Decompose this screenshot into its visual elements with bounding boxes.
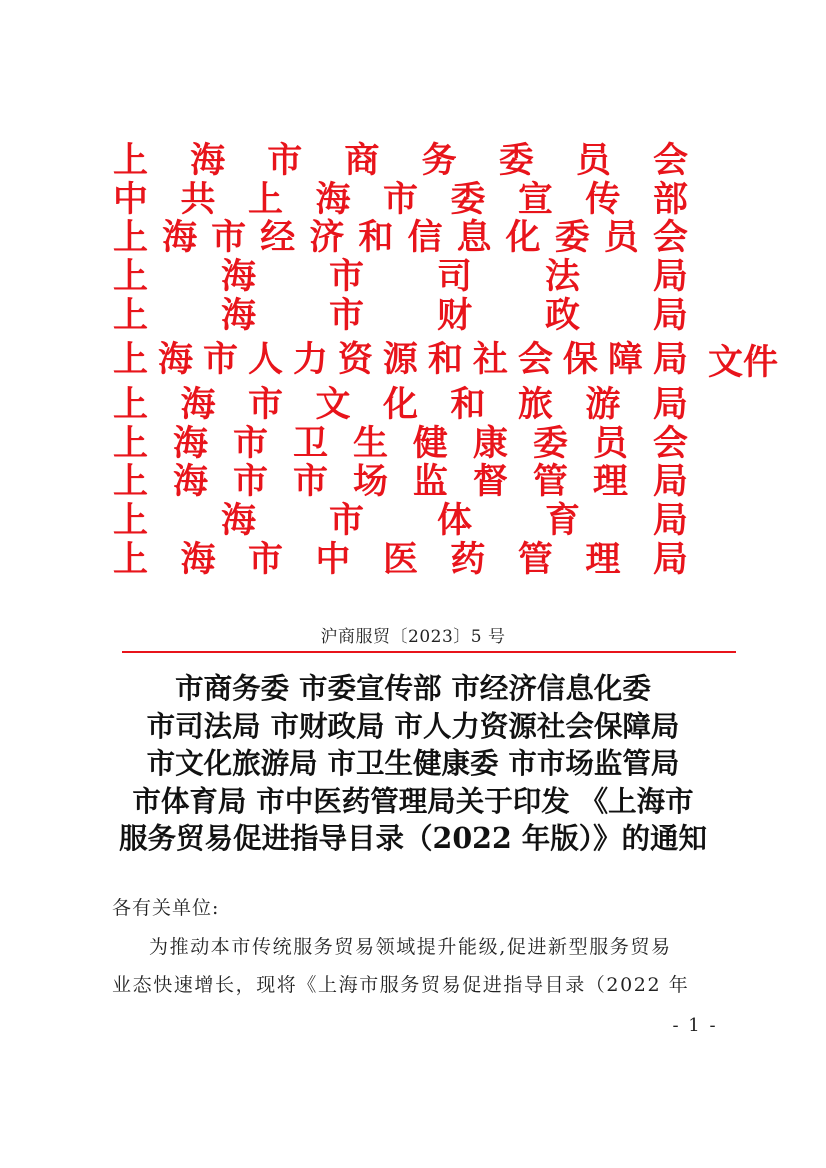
issuer-char: 海: [180, 539, 216, 581]
title-line: 市文化旅游局 市卫生健康委 市市场监管局: [146, 746, 680, 781]
issuer-char: 海: [172, 461, 208, 503]
issuer-char: 上: [113, 256, 149, 298]
issuer-char: 上: [113, 539, 149, 581]
issuer-char: 委: [450, 178, 486, 220]
issuer-char: 上: [113, 500, 149, 542]
body-paragraph-line: 业态快速增长，现将《上海市服务贸易促进指导目录（2022 年: [112, 974, 690, 996]
issuer-char: 社: [472, 339, 508, 381]
issuer-char: 市: [247, 539, 283, 581]
issuer-char: 局: [652, 383, 688, 425]
issuer-char: 部: [652, 178, 688, 220]
issuer-char: 障: [607, 339, 643, 381]
issuer-char: 宣: [517, 178, 553, 220]
issuer-char: 海: [315, 178, 351, 220]
title-line: 市商务委 市委宣传部 市经济信息化委: [175, 671, 651, 705]
issuer-char: 法: [544, 256, 580, 298]
issuer-char: 市: [267, 139, 303, 181]
issuer-row: [113, 180, 688, 219]
issuer-char: 理: [592, 461, 628, 503]
issuer-char: 上: [113, 461, 149, 503]
issuer-char: 中: [113, 178, 149, 220]
issuer-char: 市: [232, 461, 268, 503]
issuer-char: 体: [436, 500, 472, 542]
issuing-authorities-header: [113, 141, 778, 579]
issuer-char: 人: [247, 339, 283, 381]
issuer-char: 市: [292, 461, 328, 503]
issuer-char: 和: [358, 217, 394, 259]
issuer-char: 上: [113, 422, 149, 464]
issuer-char: 会: [652, 217, 688, 259]
issuer-char: 传: [585, 178, 621, 220]
issuer-char: 中: [315, 539, 351, 581]
issuer-char: 商: [344, 139, 380, 181]
issuer-char: 上: [113, 139, 149, 181]
issuer-char: 理: [585, 539, 621, 581]
title-line: 市司法局 市财政局 市人力资源社会保障局: [146, 708, 680, 743]
issuer-char: 信: [407, 217, 443, 259]
issuer-row: [113, 463, 688, 502]
issuer-char: 源: [382, 339, 418, 381]
issuer-char: 济: [309, 217, 345, 259]
issuer-char: 和: [427, 339, 463, 381]
issuer-char: 委: [532, 422, 568, 464]
issuer-char: 化: [382, 383, 418, 425]
issuer-char: 管: [517, 539, 553, 581]
issuer-char: 上: [113, 383, 149, 425]
issuer-char: 局: [652, 295, 688, 337]
salutation: 各有关单位:: [112, 897, 220, 919]
issuer-char: 上: [247, 178, 283, 220]
issuer-char: 市: [328, 256, 364, 298]
issuer-char: 市: [232, 422, 268, 464]
issuer-row: [113, 540, 688, 579]
issuer-char: 海: [157, 339, 193, 381]
issuer-char: 保: [562, 339, 598, 381]
issuer-row: [113, 424, 688, 463]
issuer-char: 委: [498, 139, 534, 181]
issuer-char: 会: [517, 339, 553, 381]
issuer-row-with-suffix: [113, 335, 778, 385]
issuer-char: 化: [505, 217, 541, 259]
issuer-char: 司: [436, 256, 472, 298]
issuer-char: 务: [421, 139, 457, 181]
issuer-char: 局: [652, 256, 688, 298]
issuer-char: 督: [472, 461, 508, 503]
issuer-char: 旅: [517, 383, 553, 425]
issuer-char: 卫: [292, 422, 328, 464]
issuer-char: 市: [202, 339, 238, 381]
issuer-char: 海: [220, 500, 256, 542]
issuer-char: 上: [113, 217, 149, 259]
issuer-char: 员: [603, 217, 639, 259]
page-number: - 1 -: [672, 1015, 718, 1036]
issuer-char: 员: [575, 139, 611, 181]
issuer-char: 息: [456, 217, 492, 259]
title-line: 市体育局 市中医药管理局关于印发 《上海市: [132, 783, 694, 818]
document-number: 沪商服贸〔2023〕5 号: [320, 627, 506, 647]
issuer-char: 海: [190, 139, 226, 181]
issuer-char: 监: [412, 461, 448, 503]
issuer-char: 游: [585, 383, 621, 425]
issuer-row: [113, 141, 688, 180]
issuer-char: 经: [260, 217, 296, 259]
issuer-char: 财: [436, 295, 472, 337]
issuer-char: 市: [328, 295, 364, 337]
issuer-char: 海: [172, 422, 208, 464]
issuer-char: 医: [382, 539, 418, 581]
issuer-char: 海: [220, 295, 256, 337]
issuer-char: 局: [652, 461, 688, 503]
issuer-row: [113, 296, 688, 335]
issuer-char: 和: [450, 383, 486, 425]
title-line: 服务贸易促进指导目录（2022 年版）》的通知: [119, 821, 707, 856]
issuer-char: 员: [592, 422, 628, 464]
issuer-char: 会: [652, 139, 688, 181]
issuer-char: 文: [315, 383, 351, 425]
issuer-char: 市: [211, 217, 247, 259]
issuer-char: 市: [328, 500, 364, 542]
document-type-suffix: 文件: [708, 341, 779, 383]
issuer-row: [113, 257, 688, 296]
document-title: [0, 670, 826, 858]
issuer-char: 育: [544, 500, 580, 542]
issuer-char: 药: [450, 539, 486, 581]
issuer-row: [113, 501, 688, 540]
issuer-char: 海: [162, 217, 198, 259]
issuer-char: 场: [352, 461, 388, 503]
issuer-char: 管: [532, 461, 568, 503]
issuer-char: 政: [544, 295, 580, 337]
issuer-char: 会: [652, 422, 688, 464]
issuer-char: 康: [472, 422, 508, 464]
issuer-char: 上: [113, 295, 149, 337]
issuer-char: 力: [292, 339, 328, 381]
issuer-char: 上: [113, 339, 149, 381]
issuer-char: 委: [554, 217, 590, 259]
issuer-char: 局: [652, 339, 688, 381]
issuer-row: [113, 385, 688, 424]
issuer-char: 生: [352, 422, 388, 464]
issuer-char: 局: [652, 539, 688, 581]
issuer-char: 市: [247, 383, 283, 425]
red-separator-line: [122, 651, 736, 653]
issuer-char: 共: [180, 178, 216, 220]
issuer-char: 市: [382, 178, 418, 220]
issuer-row: [113, 219, 688, 258]
issuer-row: [113, 341, 688, 380]
issuer-char: 海: [180, 383, 216, 425]
issuer-char: 资: [337, 339, 373, 381]
issuer-char: 海: [220, 256, 256, 298]
issuer-char: 健: [412, 422, 448, 464]
issuer-char: 局: [652, 500, 688, 542]
body-paragraph-line: 为推动本市传统服务贸易领域提升能级,促进新型服务贸易: [149, 936, 672, 958]
